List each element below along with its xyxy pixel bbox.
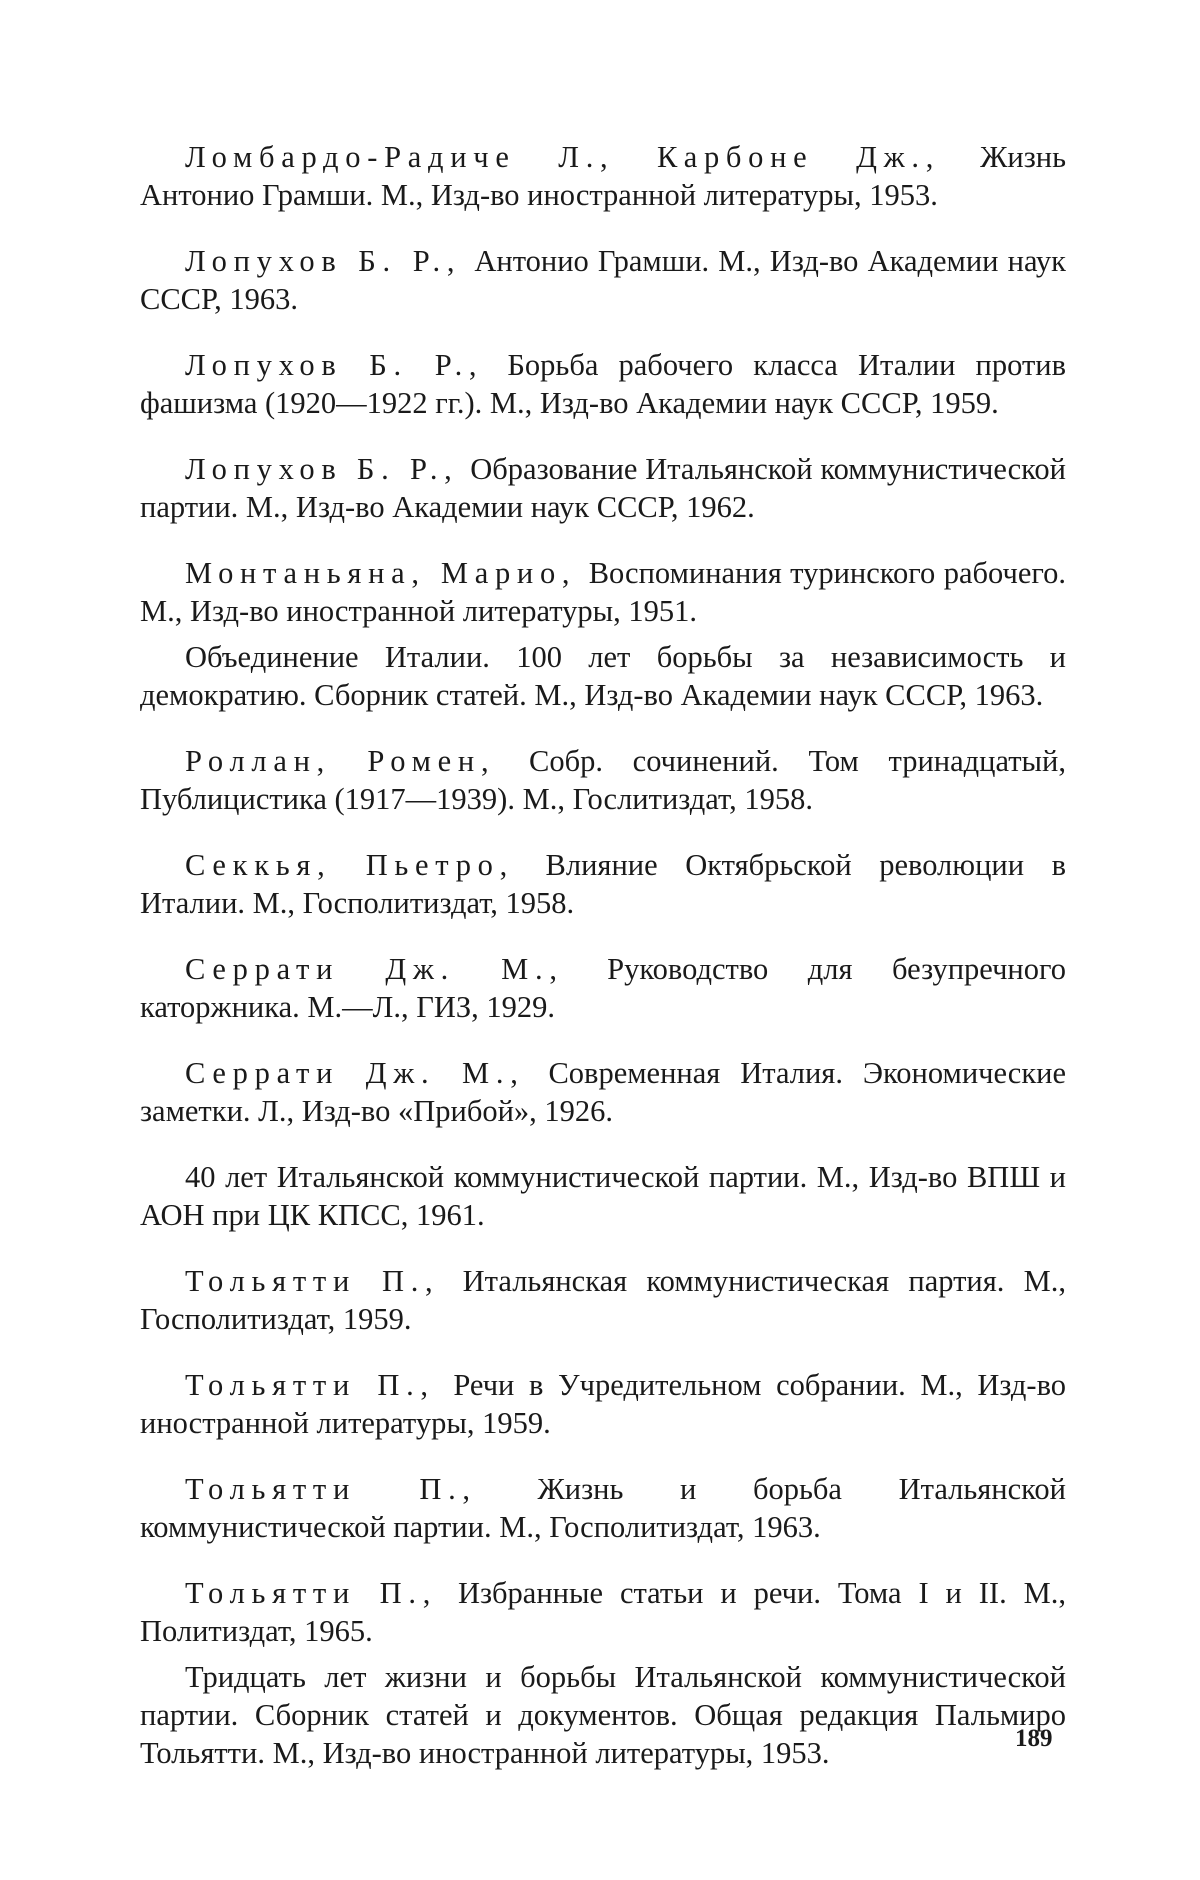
entry-text: Речи в Учредительном собрании. М., Изд-во иностранной литературы, 1959. [140, 1368, 1067, 1440]
entry-author: Серрати Дж. М., [185, 1056, 525, 1090]
bibliography-entry [140, 742, 1066, 818]
entry-author: Тольятти П., [185, 1472, 477, 1506]
entry-author: Серрати Дж. М., [185, 952, 564, 986]
entry-text: Руководство для безупречного каторжника. М.—Л., ГИЗ, 1929. [140, 952, 1066, 1024]
entry-author: Роллан, Ромен, [185, 744, 496, 778]
entry-text: Образование Итальянской коммунистической партии. М., Изд-во Академии наук СССР, 1962. [140, 452, 1066, 524]
bibliography-entry [140, 346, 1066, 422]
entry-author: Монтаньяна, Марио, [185, 556, 577, 590]
bibliography-entry [140, 1054, 1066, 1130]
bibliography-entry [140, 1158, 1066, 1234]
bibliography-entry [140, 1658, 1066, 1772]
entry-author: Лопухов Б. Р., [185, 452, 459, 486]
entry-author: Лопухов Б. Р., [185, 348, 484, 382]
bibliography-entry [140, 450, 1066, 526]
bibliography-entry [140, 1366, 1066, 1442]
entry-author: Тольятти П., [185, 1368, 435, 1402]
entry-author: Тольятти П., [185, 1264, 440, 1298]
entry-text: Влияние Октябрьской революции в Италии. М., Госполитиздат, 1958. [140, 848, 1066, 920]
entry-text: Избранные статьи и речи. Тома I и II. М., Политиздат, 1965. [140, 1576, 1066, 1648]
entry-text: Собр. сочинений. Том тринадцатый, Публицистика (1917—1939). М., Гослитиздат, 1958. [140, 744, 1066, 816]
bibliography-entry [140, 1470, 1066, 1546]
entry-text: Воспоминания туринского рабочего. М., Изд-во иностранной литературы, 1951. [140, 556, 1066, 628]
entry-text: Итальянская коммунистическая партия. М., Госполитиздат, 1959. [140, 1264, 1067, 1336]
entry-text: Современная Италия. Экономические заметки. Л., Изд-во «Прибой», 1926. [140, 1056, 1066, 1128]
entry-author: Тольятти П., [185, 1576, 438, 1610]
page-number: 189 [1015, 1725, 1053, 1752]
entry-text: Жизнь и борьба Итальянской коммунистической партии. М., Госполитиздат, 1963. [140, 1472, 1067, 1544]
entry-author: Ломбардо-Радиче Л., Карбоне Дж., [185, 140, 941, 174]
bibliography-entry [140, 554, 1066, 630]
entry-author: Лопухов Б. Р., [185, 244, 462, 278]
entry-text: Объединение Италии. 100 лет борьбы за независимость и демократию. Сборник статей. М., Изд-во Академии наук СССР, 1963. [140, 640, 1066, 712]
entry-text: 40 лет Итальянской коммунистической партии. М., Изд-во ВПШ и АОН при ЦК КПСС, 1961. [140, 1160, 1066, 1232]
bibliography-entry [140, 1574, 1066, 1650]
entry-text: Жизнь Антонио Грамши. М., Изд-во иностранной литературы, 1953. [140, 140, 1066, 212]
entry-text: Борьба рабочего класса Италии против фашизма (1920—1922 гг.). М., Изд-во Академии наук СССР, 1959. [140, 348, 1066, 420]
entry-text: Антонио Грамши. М., Изд-во Академии наук СССР, 1963. [140, 244, 1067, 316]
bibliography-page [140, 138, 1066, 1800]
entry-author: Секкья, Пьетро, [185, 848, 514, 882]
entry-text: Тридцать лет жизни и борьбы Итальянской коммунистической партии. Сборник статей и документов. Общая редакция Пальмиро Тольятти. М., Изд-во иностранной литературы, 1953. [140, 1660, 1066, 1770]
bibliography-entry [140, 242, 1066, 318]
bibliography-entry [140, 846, 1066, 922]
bibliography-entry [140, 638, 1066, 714]
bibliography-entry [140, 1262, 1066, 1338]
bibliography-entry [140, 138, 1066, 214]
bibliography-entry [140, 950, 1066, 1026]
